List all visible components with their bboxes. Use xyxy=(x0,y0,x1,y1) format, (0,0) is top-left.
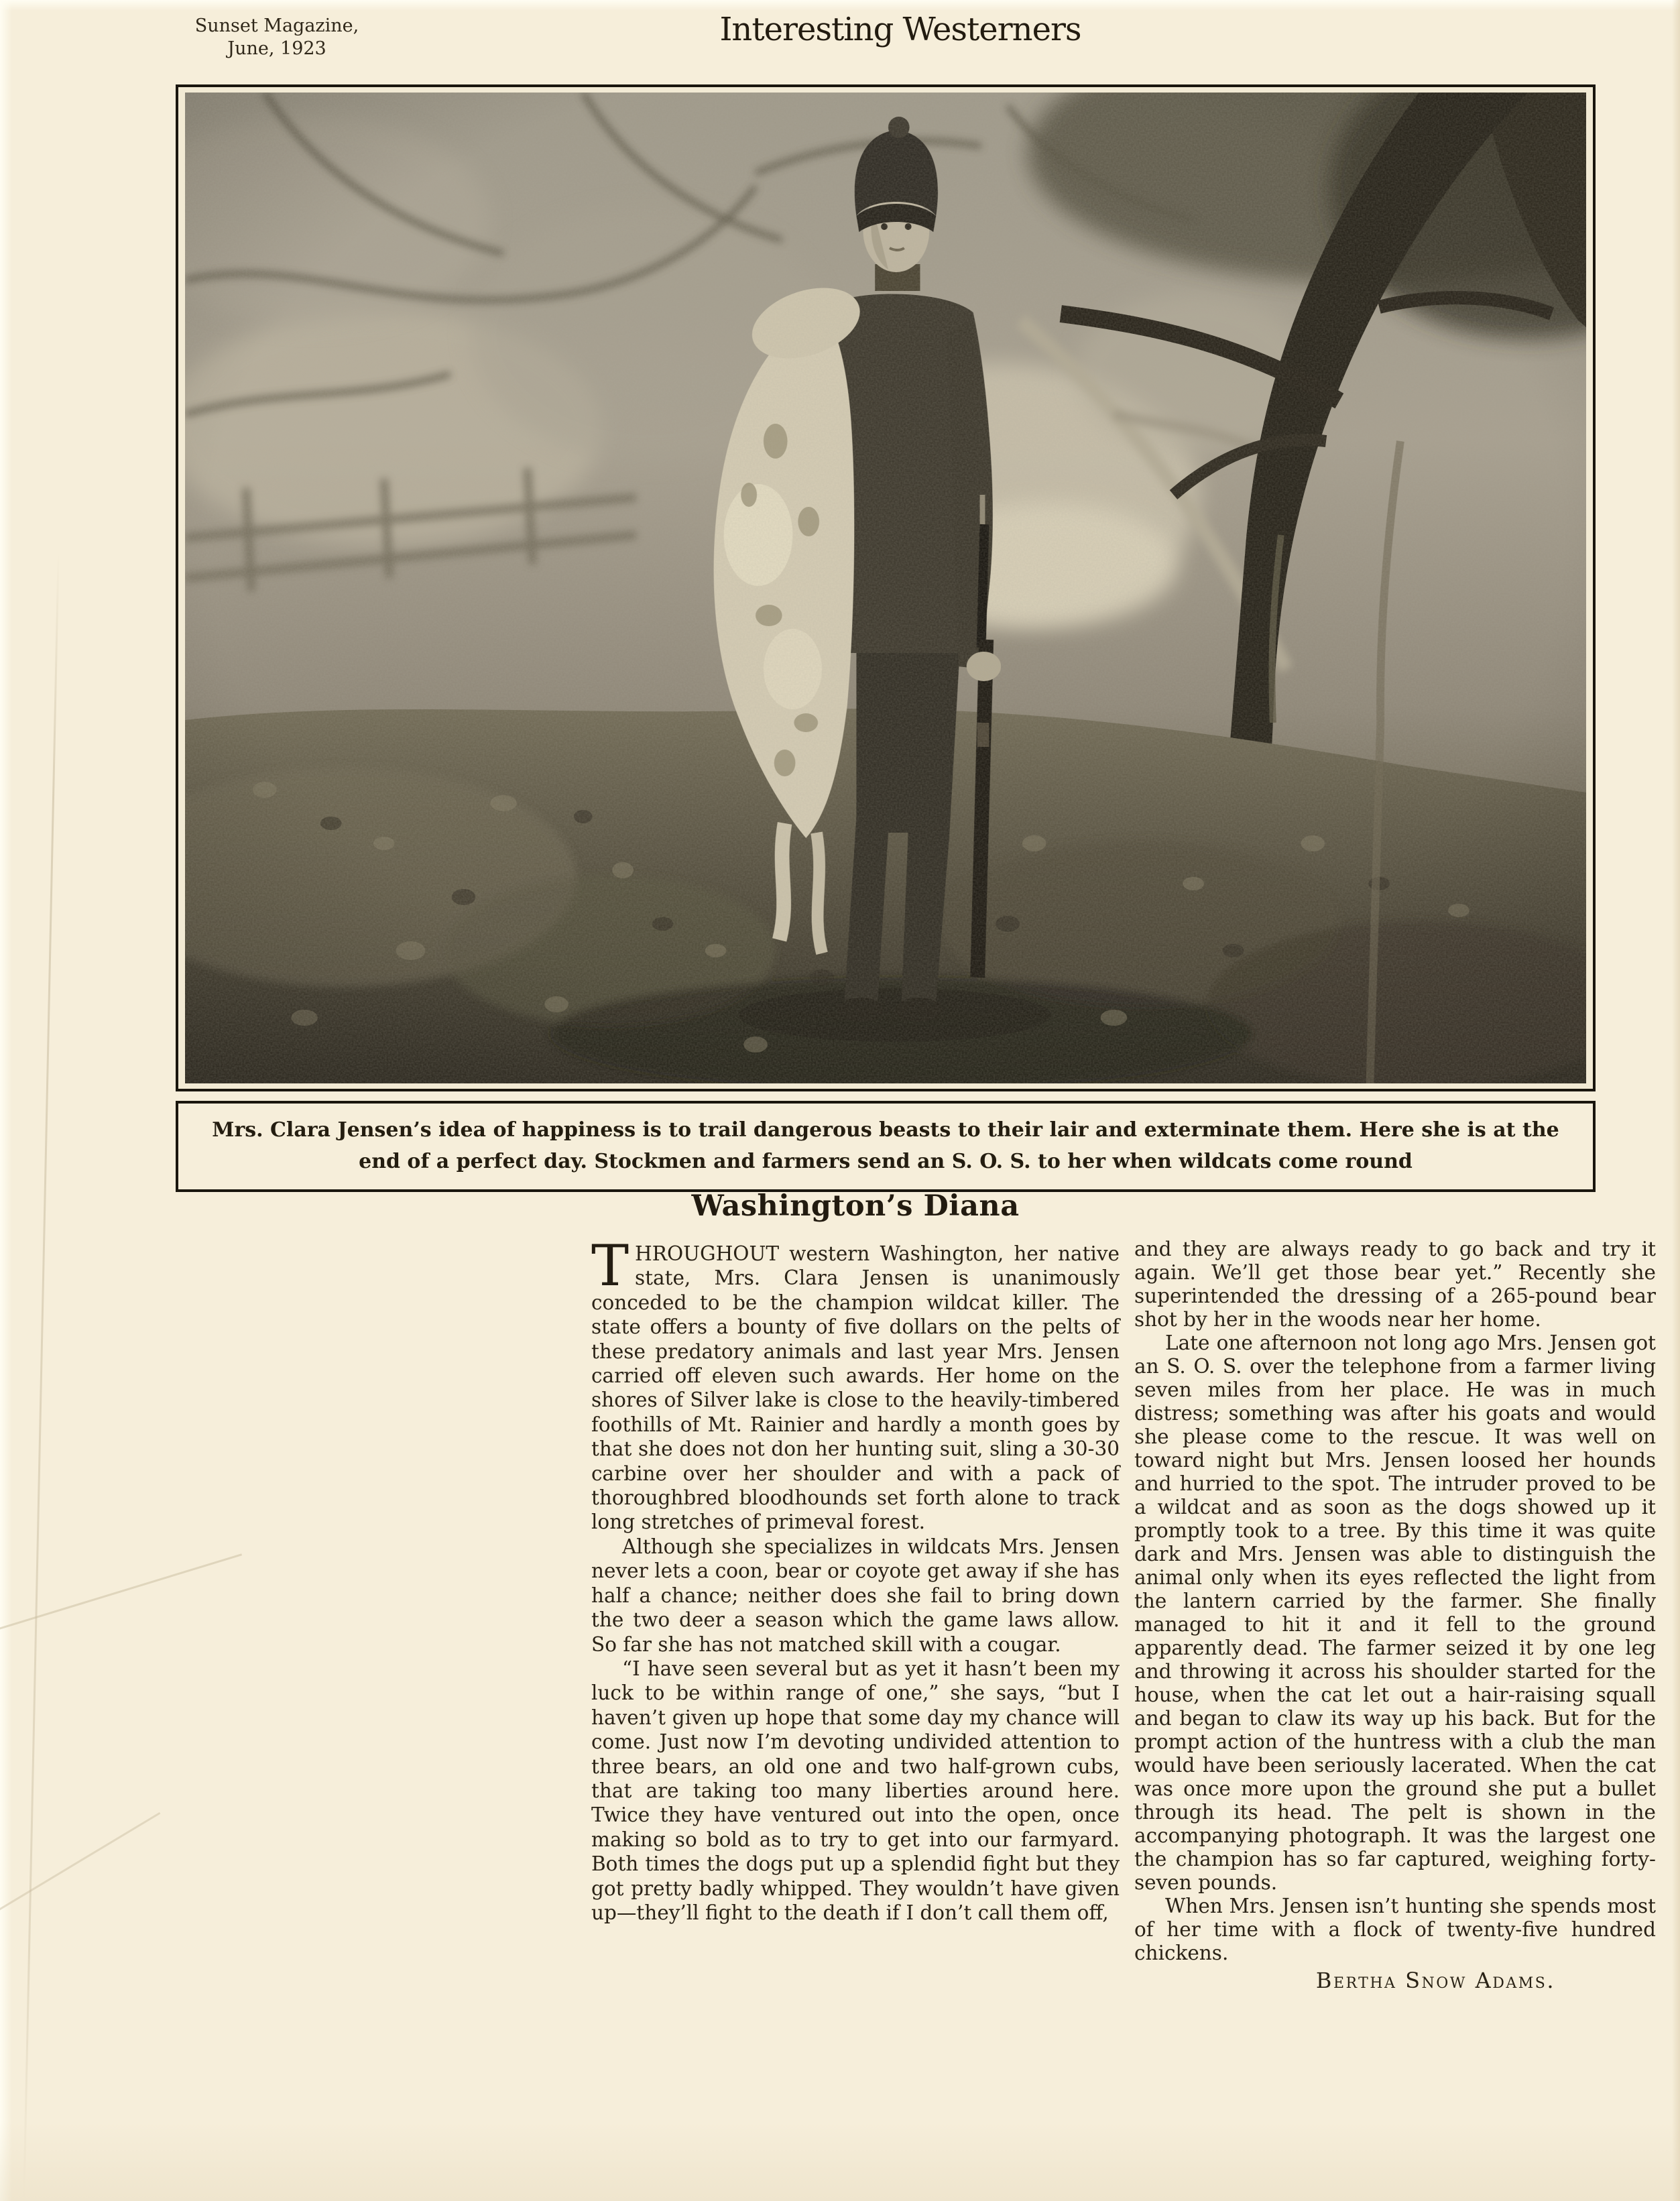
issue-date: June, 1923 xyxy=(227,38,326,59)
paragraph: When Mrs. Jensen isn’t hunting she spends most of her time with a flock of twenty-five hundred chickens. xyxy=(1134,1895,1656,1964)
paragraph-text: HROUGHOUT western Washington, her native state, Mrs. Clara Jensen is unanimously conceded to be the champion wildcat killer. The state offers a bounty of five dollars on the pelts of these predatory animals and last year Mrs. Jensen carried off eleven such awards. Her home on the shores of Silver lake is close to the heavily-timbered foothills of Mt. Rainier and hardly a month goes by that she does not don her hunting suit, sling a 30-30 carbine over her shoulder and with a pack of thoroughbred bloodhounds set forth alone to track long stretches of primeval forest. xyxy=(591,1242,1120,1534)
scan-edge-left xyxy=(0,0,12,2201)
masthead xyxy=(180,15,374,60)
paper-crease xyxy=(23,550,60,2199)
paragraph xyxy=(591,1233,1120,1535)
drop-cap: T xyxy=(591,1233,629,1299)
paragraph: and they are always ready to go back and try it again. We’ll get those bear yet.” Recently she superintended the dressing of a 265-pound bear shot by her in the woods near her home. xyxy=(1134,1238,1656,1331)
paragraph: Although she specializes in wildcats Mrs. Jensen never lets a coon, bear or coyote get away if she has half a chance; neither does she fail to bring down the two deer a season which the game laws allow. So far she has not matched skill with a cougar. xyxy=(591,1535,1120,1656)
paragraph: Late one afternoon not long ago Mrs. Jensen got an S. O. S. over the telephone from a farmer living seven miles from her place. He was in much distress; something was after his goats and would she please come to the rescue. It was well on toward night but Mrs. Jensen loosed her hounds and hurried to the spot. The intruder proved to be a wildcat and as soon as the dogs showed up it promptly took to a tree. By this time it was quite dark and Mrs. Jensen was able to distinguish the animal only when its eyes reflected the light from the lantern carried by the farmer. She finally managed to hit it and it fell to the ground apparently dead. The farmer seized it by one leg and throwing it across his shoulder started for the house, when the cat let out a hair-raising squall and began to claw its way up his back. But for the prompt action of the huntress with a club the man would have been seriously lacerated. When the cat was once more upon the ground she put a bullet through its head. The pelt is shown in the accompanying photograph. It was the largest one the champion has so far captured, weighing forty-seven pounds. xyxy=(1134,1331,1656,1894)
photo-caption: Mrs. Clara Jensen’s idea of happiness is to trail dangerous beasts to their lair and exterminate them. Here she is at the end of a perfect day. Stockmen and farmers send an S. O. S. to her when wildcats come round xyxy=(176,1101,1596,1192)
scan-edge-top xyxy=(0,0,1680,11)
photo-frame xyxy=(176,84,1596,1091)
magazine-name: Sunset Magazine, xyxy=(194,15,359,36)
section-title: Interesting Westerners xyxy=(719,11,1081,48)
paper-crease xyxy=(0,1812,160,1917)
hunter-photograph xyxy=(185,93,1586,1083)
paper-shading xyxy=(0,2121,1680,2201)
article-title: Washington’s Diana xyxy=(691,1189,1020,1223)
halftone-grain xyxy=(185,93,1586,1083)
article-column-2 xyxy=(1134,1238,1656,1992)
paragraph: “I have seen several but as yet it hasn’t been my luck to be within range of one,” she says, “but I haven’t given up hope that some day my chance will come. Just now I’m devoting undivided attention to three bears, an old one and two half-grown cubs, that are taking too many liberties around here. Twice they have ventured out into the open, once making so bold as to try to get into our farmyard. Both times the dogs put up a splendid fight but they got pretty badly whipped. They wouldn’t have given up—they’ll fight to the death if I don’t call them off, xyxy=(591,1657,1120,1924)
article-column-1 xyxy=(591,1233,1120,1925)
byline: Bertha Snow Adams. xyxy=(1315,1968,1555,1993)
scan-edge-right xyxy=(1672,0,1680,2201)
